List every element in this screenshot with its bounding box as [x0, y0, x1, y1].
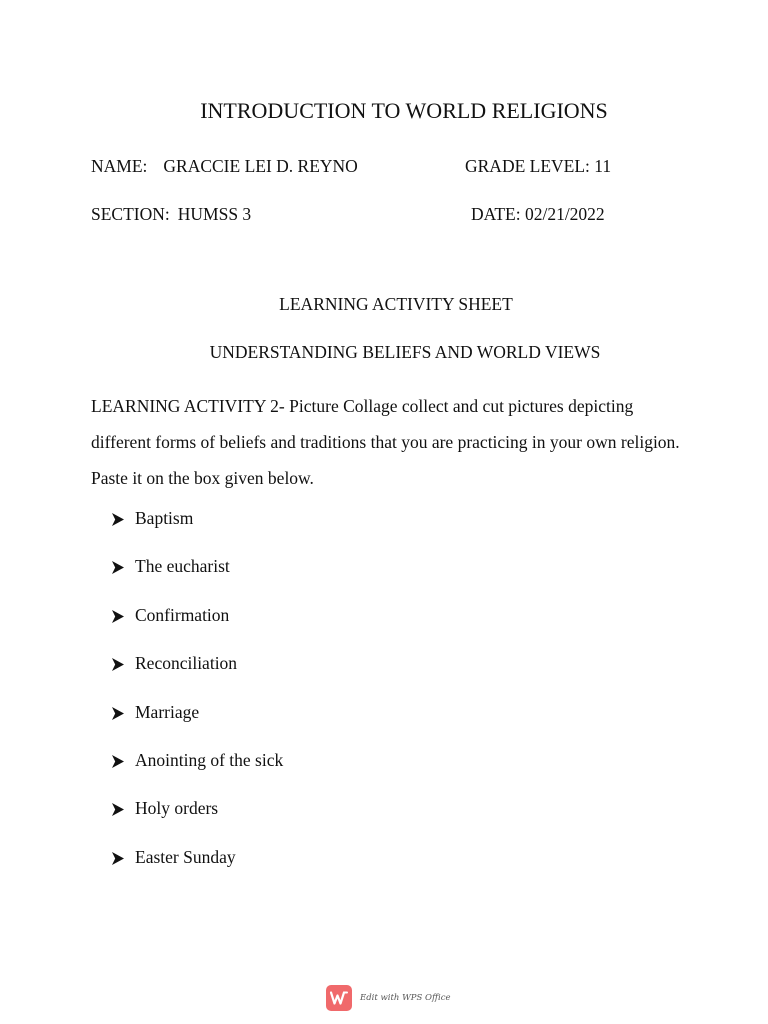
- section-label: SECTION:: [91, 204, 170, 224]
- list-item-label: Holy orders: [135, 798, 219, 819]
- arrow-bullet-icon: [112, 847, 135, 865]
- sheet-title: LEARNING ACTIVITY SHEET: [279, 294, 513, 314]
- arrow-bullet-icon: [112, 605, 135, 623]
- name-label: NAME:: [91, 156, 148, 176]
- grade-label: GRADE LEVEL:: [465, 156, 590, 176]
- wps-watermark[interactable]: [326, 985, 451, 1011]
- list-item-label: Confirmation: [135, 604, 230, 625]
- list-item-label: Reconciliation: [135, 653, 238, 674]
- arrow-bullet-icon: [112, 798, 135, 816]
- date-value: 02/21/2022: [524, 204, 605, 224]
- list-item: [112, 798, 283, 846]
- activity-instructions: LEARNING ACTIVITY 2- Picture Collage collect and cut pictures depicting different forms of beliefs and traditions that you are practicing in your own religion. Paste it on the box given below.: [91, 396, 680, 488]
- arrow-bullet-icon: [112, 653, 135, 671]
- list-item: [112, 508, 283, 556]
- list-item-label: Anointing of the sick: [135, 749, 284, 770]
- arrow-bullet-icon: [112, 556, 135, 574]
- list-item: [112, 653, 283, 701]
- section-value: HUMSS 3: [177, 204, 252, 224]
- name-value: GRACCIE LEI D. REYNO: [163, 156, 358, 176]
- list-item: [112, 702, 283, 750]
- name-field: [91, 156, 358, 177]
- arrow-bullet-icon: [112, 702, 135, 720]
- list-item-label: Marriage: [135, 701, 200, 722]
- grade-value: 11: [594, 156, 612, 176]
- list-item: [112, 605, 283, 653]
- section-field: [91, 204, 251, 225]
- list-item-label: Easter Sunday: [135, 846, 236, 867]
- date-field: [471, 204, 605, 225]
- grade-level-field: [465, 156, 611, 177]
- sacrament-list: [112, 508, 283, 895]
- list-item: [112, 847, 283, 895]
- list-item-label: The eucharist: [135, 556, 230, 577]
- document-title: INTRODUCTION TO WORLD RELIGIONS: [200, 98, 608, 123]
- wps-office-icon: [326, 985, 352, 1011]
- list-item-label: Baptism: [135, 508, 194, 528]
- date-label: DATE:: [471, 204, 521, 224]
- sheet-subtitle: UNDERSTANDING BELIEFS AND WORLD VIEWS: [209, 342, 601, 362]
- arrow-bullet-icon: [112, 750, 135, 768]
- list-item: [112, 556, 283, 604]
- arrow-bullet-icon: [112, 508, 135, 526]
- wps-watermark-text: Edit with WPS Office: [360, 993, 451, 1003]
- list-item: [112, 750, 283, 798]
